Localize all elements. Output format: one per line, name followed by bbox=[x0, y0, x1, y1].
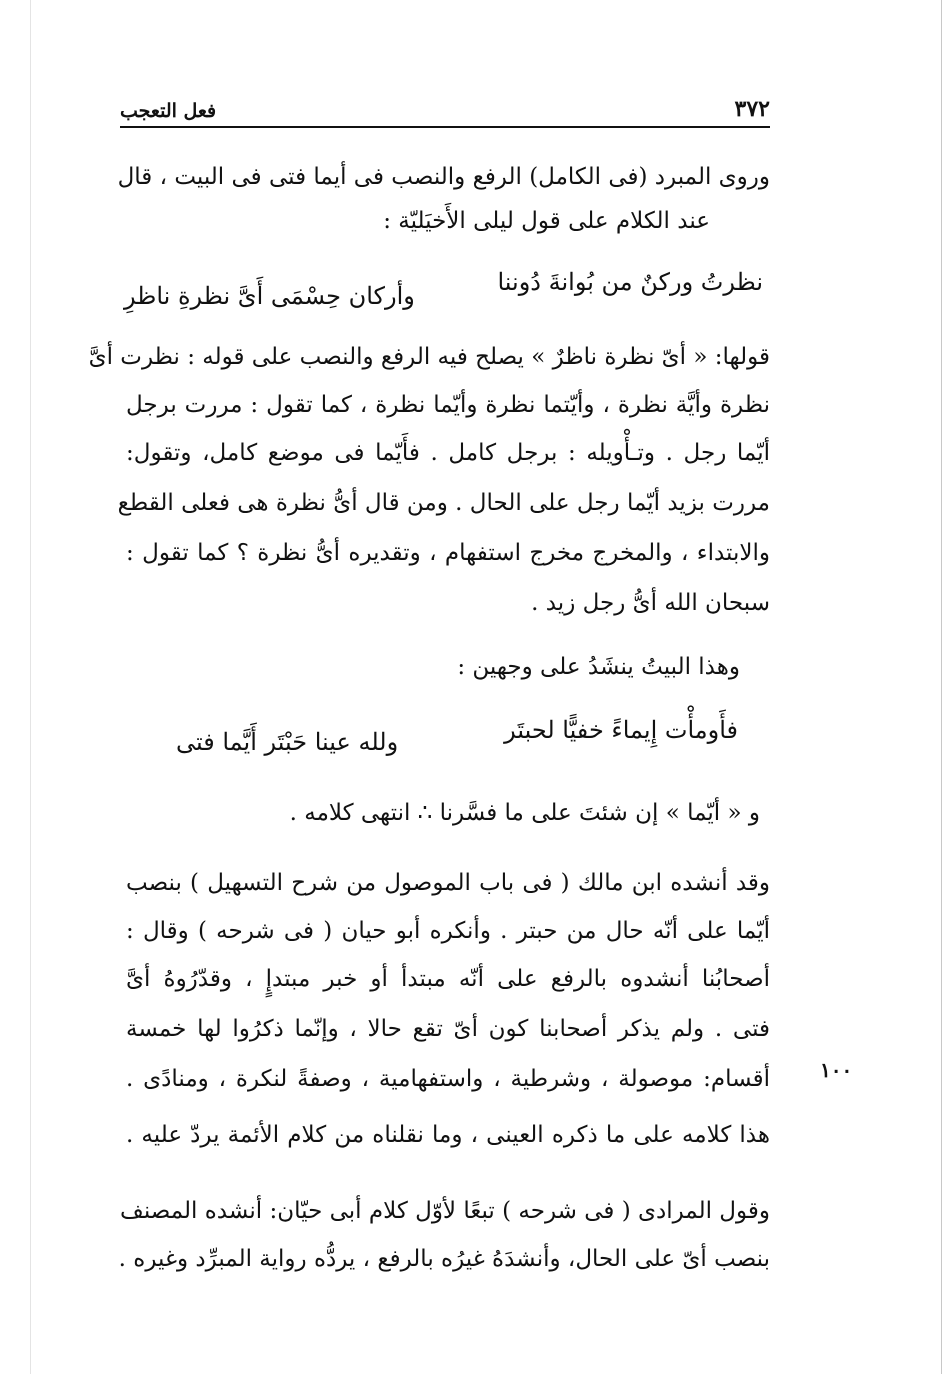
page-header bbox=[120, 92, 770, 128]
text-line: أيّما رجل . وتـأْويله : برجل كامل . فأَيّما فى موضع كامل، وتقول: bbox=[126, 440, 770, 466]
text-line: وقول المرادى ( فى شرحه ) تبعًا لأوّل كلام أبى حيّان: أنشده المصنف bbox=[120, 1198, 770, 1224]
page-edge-line bbox=[941, 0, 942, 1374]
text-line: والابتداء ، والمخرج مخرج استفهام ، وتقديره أىُّ نظرة ؟ كما تقول : bbox=[126, 540, 770, 566]
text-line: قولها: « أىّ نظرة ناظرٌ » يصلح فيه الرفع والنصب على قوله : نظرت أىَّ bbox=[88, 344, 770, 370]
text-line: مررت بزيد أيّما رجل على الحال . ومن قال أىُّ نظرة هى فعلى القطع bbox=[117, 490, 770, 516]
text-line: وقد أنشده ابن مالك ( فى باب الموصول من شرح التسهيل ) بنصب bbox=[126, 870, 770, 896]
text-line: هذا كلامه على ما ذكره العينى ، وما نقلناه من كلام الأئمة يردّ عليه . bbox=[126, 1122, 770, 1148]
page-edge-line-left bbox=[30, 0, 31, 1374]
text-line: سبحان الله أىُّ رجل زيد . bbox=[531, 590, 770, 616]
margin-number: ١٠٠ bbox=[820, 1058, 853, 1082]
verse-2-first-hemistich: فأَومأْت إِيماءً خفيًّا لحبتَر bbox=[504, 716, 738, 744]
text-line: فتى . ولم يذكر أصحابنا كون أىّ تقع حالا ، وإنّما ذكرُوا لها خمسة bbox=[126, 1016, 770, 1042]
text-line: وهذا البيتُ ينشَدُ على وجهين : bbox=[457, 654, 740, 680]
running-title: فعل التعجب bbox=[120, 100, 217, 122]
verse-2-second-hemistich: ولله عينا حَبْتَر أَيَّما فتى bbox=[176, 728, 399, 756]
page-number: ٣٧٢ bbox=[734, 96, 770, 122]
text-line: نظرة وأيَّة نظرة ، وأيّتما نظرة وأيّما نظرة ، كما تقول : مررت برجل bbox=[126, 392, 770, 418]
text-line: أيّما على أنّه حال من حبتر . وأنكره أبو حيان ( فى شرحه ) وقال : bbox=[126, 918, 770, 944]
text-line: عند الكلام على قول ليلى الأَخيَليّة : bbox=[383, 208, 710, 234]
verse-1-first-hemistich: نظرتُ وركنٌ من بُوانةَ دُوننا bbox=[497, 268, 763, 296]
verse-1-second-hemistich: وأركان حِسْمَى أَىَّ نظرةِ ناظرِ bbox=[124, 282, 415, 310]
text-line: وروى المبرد (فى الكامل) الرفع والنصب فى أيما فتى فى البيت ، قال bbox=[117, 164, 770, 190]
text-line: أصحابُنا أنشدوه بالرفع على أنّه مبتدأ أو خبر مبتدإٍ ، وقدّرُوهُ أىَّ bbox=[126, 966, 770, 992]
text-line: و « أيّما » إن شئتَ على ما فسَّرنا ∴ انتهى كلامه . bbox=[289, 800, 760, 826]
text-line: أقسام: موصولة ، وشرطية ، واستفهامية ، وصفةً لنكرة ، ومنادًى . bbox=[126, 1066, 770, 1092]
text-line: بنصب أىّ على الحال، وأنشدَهُ غيرُه بالرفع ، يردُّه رواية المبرِّد وغيره . bbox=[118, 1246, 770, 1272]
